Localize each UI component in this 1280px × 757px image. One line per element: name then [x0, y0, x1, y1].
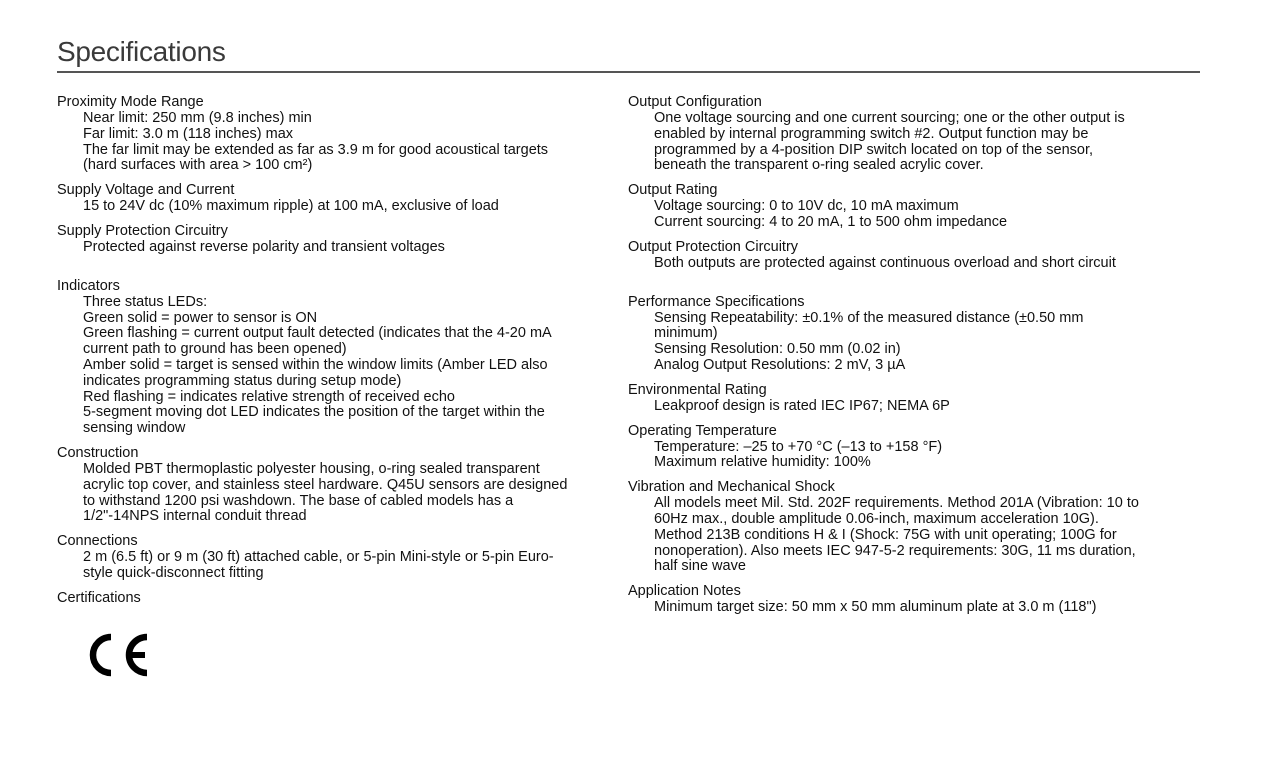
spec-application-notes — [628, 583, 1198, 616]
spec-line: Green solid = power to sensor is ON — [83, 309, 318, 326]
spec-output-protection — [628, 239, 1198, 272]
spec-heading: Connections — [57, 533, 138, 550]
title-divider — [57, 71, 1200, 73]
spec-line: beneath the transparent o-ring sealed acrylic cover. — [654, 157, 984, 174]
spec-body — [83, 111, 617, 174]
spec-body — [83, 550, 617, 582]
left-column — [57, 94, 617, 689]
spec-body — [654, 256, 1198, 272]
spec-line: 2 m (6.5 ft) or 9 m (30 ft) attached cable, or 5-pin Mini-style or 5-pin Euro- — [83, 549, 554, 566]
spec-line: nonoperation). Also meets IEC 947-5-2 requirements: 30G, 11 ms duration, — [654, 542, 1136, 559]
spec-heading: Output Protection Circuitry — [628, 238, 799, 255]
spec-heading: Application Notes — [628, 583, 741, 600]
spec-line: Analog Output Resolutions: 2 mV, 3 µA — [654, 356, 906, 373]
spec-line: Far limit: 3.0 m (118 inches) max — [83, 125, 294, 142]
spec-line: Near limit: 250 mm (9.8 inches) min — [83, 110, 312, 126]
spec-line: Leakproof design is rated IEC IP67; NEMA 6P — [654, 397, 950, 414]
spec-line: current path to ground has been opened) — [83, 341, 347, 358]
spec-body — [654, 111, 1198, 174]
spec-certifications — [57, 590, 617, 681]
spec-line: Red flashing = indicates relative strength of received echo — [83, 388, 455, 405]
spec-line: One voltage sourcing and one current sourcing; one or the other output is — [654, 110, 1125, 126]
spec-line: sensing window — [83, 420, 186, 437]
spec-construction — [57, 445, 617, 525]
spec-supply-protection — [57, 223, 617, 256]
spec-body — [83, 295, 617, 437]
spec-line: to withstand 1200 psi washdown. The base of cabled models has a — [83, 492, 514, 509]
spec-line: Green flashing = current output fault detected (indicates that the 4-20 mA — [83, 325, 552, 342]
spec-body — [654, 496, 1198, 575]
spec-line: enabled by internal programming switch #2. Output function may be — [654, 125, 1089, 142]
spec-heading: Certifications — [57, 589, 141, 606]
spec-heading: Output Configuration — [628, 94, 762, 110]
spec-line: All models meet Mil. Std. 202F requirements. Method 201A (Vibration: 10 to — [654, 495, 1139, 512]
spec-line: Three status LEDs: — [83, 293, 208, 310]
spec-line: acrylic top cover, and stainless steel hardware. Q45U sensors are designed — [83, 476, 568, 493]
spec-line: Temperature: –25 to +70 °C (–13 to +158 °F) — [654, 438, 943, 455]
spec-line: The far limit may be extended as far as 3.9 m for good acoustical targets — [83, 141, 549, 158]
spec-line: Molded PBT thermoplastic polyester housing, o-ring sealed transparent — [83, 460, 540, 477]
spec-line: 15 to 24V dc (10% maximum ripple) at 100 mA, exclusive of load — [83, 198, 499, 215]
spec-line: Maximum relative humidity: 100% — [654, 454, 871, 471]
spec-heading: Supply Voltage and Current — [57, 182, 235, 199]
spec-vibration-shock — [628, 479, 1198, 575]
spec-line: Sensing Resolution: 0.50 mm (0.02 in) — [654, 341, 901, 358]
spec-heading: Construction — [57, 444, 139, 461]
spec-line: (hard surfaces with area > 100 cm²) — [83, 157, 313, 174]
spec-connections — [57, 533, 617, 582]
spec-line: Both outputs are protected against continuous overload and short circuit — [654, 254, 1116, 271]
spec-line: Protected against reverse polarity and transient voltages — [83, 238, 445, 255]
spec-body — [83, 199, 617, 215]
spec-body — [654, 399, 1198, 415]
spec-line: minimum) — [654, 325, 718, 342]
spec-line: Current sourcing: 4 to 20 mA, 1 to 500 ohm impedance — [654, 213, 1008, 230]
spec-body — [654, 311, 1198, 374]
page-title: Specifications — [57, 36, 226, 67]
spec-line: programmed by a 4-position DIP switch located on top of the sensor, — [654, 141, 1094, 158]
spec-heading: Proximity Mode Range — [57, 94, 204, 110]
spec-body — [654, 600, 1198, 616]
spec-performance — [628, 294, 1198, 374]
spec-line: indicates programming status during setup mode) — [83, 372, 402, 389]
spec-line: Amber solid = target is sensed within the window limits (Amber LED also — [83, 356, 548, 373]
spec-line: 60Hz max., double amplitude 0.06-inch, maximum acceleration 10G). — [654, 510, 1099, 527]
spec-line: style quick-disconnect fitting — [83, 564, 264, 581]
spec-line: Sensing Repeatability: ±0.1% of the measured distance (±0.50 mm — [654, 309, 1084, 326]
spec-body — [654, 440, 1198, 472]
spec-proximity-mode-range — [57, 94, 617, 174]
spec-indicators — [57, 278, 617, 437]
spec-environmental-rating — [628, 382, 1198, 415]
ce-mark-icon — [83, 629, 153, 681]
spec-body — [83, 462, 617, 525]
spec-output-configuration — [628, 94, 1198, 174]
spec-heading: Output Rating — [628, 182, 718, 199]
spec-body — [83, 240, 617, 256]
spec-heading: Indicators — [57, 277, 120, 294]
right-column — [628, 94, 1198, 624]
spec-line: half sine wave — [654, 558, 746, 575]
spec-line: 5-segment moving dot LED indicates the position of the target within the — [83, 404, 545, 421]
spec-operating-temperature — [628, 423, 1198, 472]
spec-line: Minimum target size: 50 mm x 50 mm aluminum plate at 3.0 m (118") — [654, 599, 1097, 616]
spec-output-rating — [628, 182, 1198, 231]
spec-line: 1/2"-14NPS internal conduit thread — [83, 508, 307, 525]
spec-heading: Vibration and Mechanical Shock — [628, 479, 835, 496]
spec-line: Method 213B conditions H & I (Shock: 75G with unit operating; 100G for — [654, 526, 1117, 543]
spec-heading: Supply Protection Circuitry — [57, 222, 228, 239]
spec-heading: Performance Specifications — [628, 293, 805, 310]
spec-body — [654, 199, 1198, 231]
spec-supply-voltage — [57, 182, 617, 215]
spec-line: Voltage sourcing: 0 to 10V dc, 10 mA maximum — [654, 198, 959, 215]
spec-heading: Environmental Rating — [628, 381, 767, 398]
spec-heading: Operating Temperature — [628, 422, 777, 439]
